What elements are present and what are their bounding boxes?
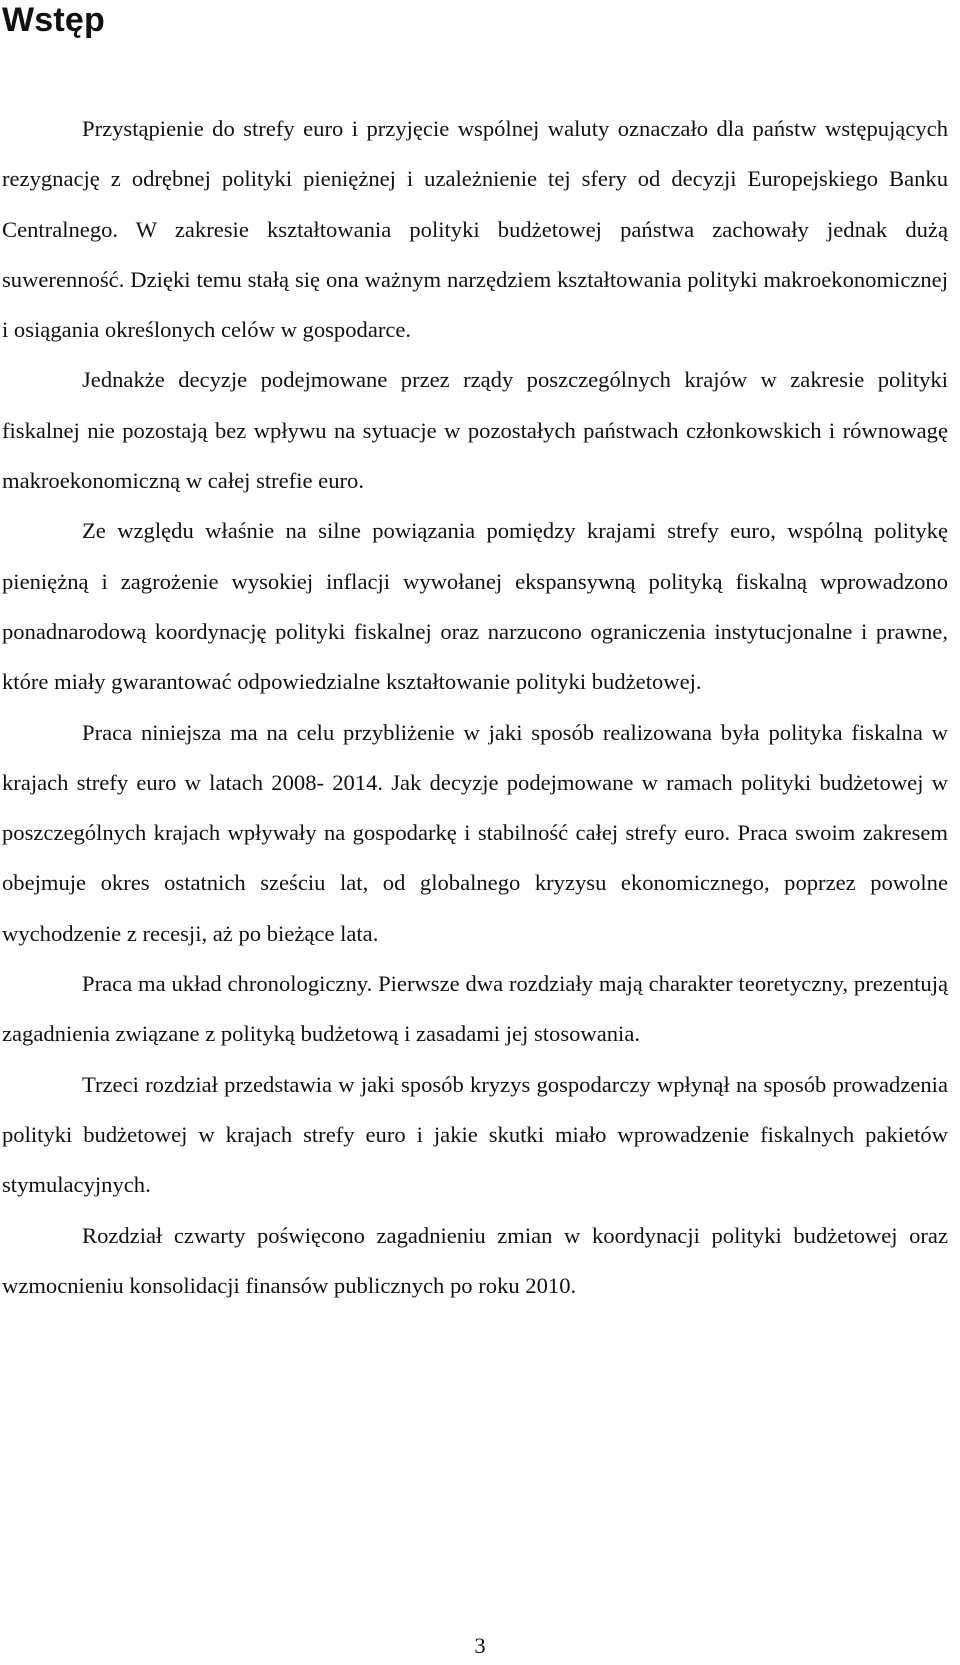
- paragraph-2: Jednakże decyzje podejmowane przez rządy poszczególnych krajów w zakresie polityki fiskalnej nie pozostają bez wpływu na sytuacje w pozostałych państwach członkowskich i równowagę makroekonomiczną w całej strefie euro.: [2, 367, 948, 494]
- paragraph-5: Praca ma układ chronologiczny. Pierwsze dwa rozdziały mają charakter teoretyczny, prezentują zagadnienia związane z polityką budżetową i zasadami jej stosowania.: [2, 971, 948, 1047]
- section-title: Wstęp: [2, 1, 105, 39]
- paragraph-1: Przystąpienie do strefy euro i przyjęcie wspólnej waluty oznaczało dla państw wstępujących rezygnację z odrębnej polityki pieniężnej i uzależnienie tej sfery od decyzji Europejskiego Banku Centralnego. W zakresie kształtowania polityki budżetowej państwa zachowały jednak dużą suwerenność. Dzięki temu stałą się ona ważnym narzędziem kształtowania polityki makroekonomicznej i osiągania określonych celów w gospodarce.: [2, 116, 948, 343]
- paragraph-6: Trzeci rozdział przedstawia w jaki sposób kryzys gospodarczy wpłynął na sposób prowadzenia polityki budżetowej w krajach strefy euro i jakie skutki miało wprowadzenie fiskalnych pakietów stymulacyjnych.: [2, 1071, 948, 1198]
- body-text: [2, 104, 948, 1311]
- page-number: 3: [474, 1633, 486, 1658]
- paragraph-4: Praca niniejsza ma na celu przybliżenie w jaki sposób realizowana była polityka fiskalna w krajach strefy euro w latach 2008- 2014. Jak decyzje podejmowane w ramach polityki budżetowej w poszczególnych krajach wpływały na gospodarkę i stabilność całej strefy euro. Praca swoim zakresem obejmuje okres ostatnich sześciu lat, od globalnego kryzysu ekonomicznego, poprzez powolne wychodzenie z recesji, aż po bieżące lata.: [2, 719, 948, 946]
- paragraph-3: Ze względu właśnie na silne powiązania pomiędzy krajami strefy euro, wspólną politykę pieniężną i zagrożenie wysokiej inflacji wywołanej ekspansywną polityką fiskalną wprowadzono ponadnarodową koordynację polityki fiskalnej oraz narzucono ograniczenia instytucjonalne i prawne, które miały gwarantować odpowiedzialne kształtowanie polityki budżetowej.: [2, 518, 948, 695]
- paragraph-7: Rozdział czwarty poświęcono zagadnieniu zmian w koordynacji polityki budżetowej oraz wzmocnieniu konsolidacji finansów publicznych po roku 2010.: [2, 1222, 948, 1298]
